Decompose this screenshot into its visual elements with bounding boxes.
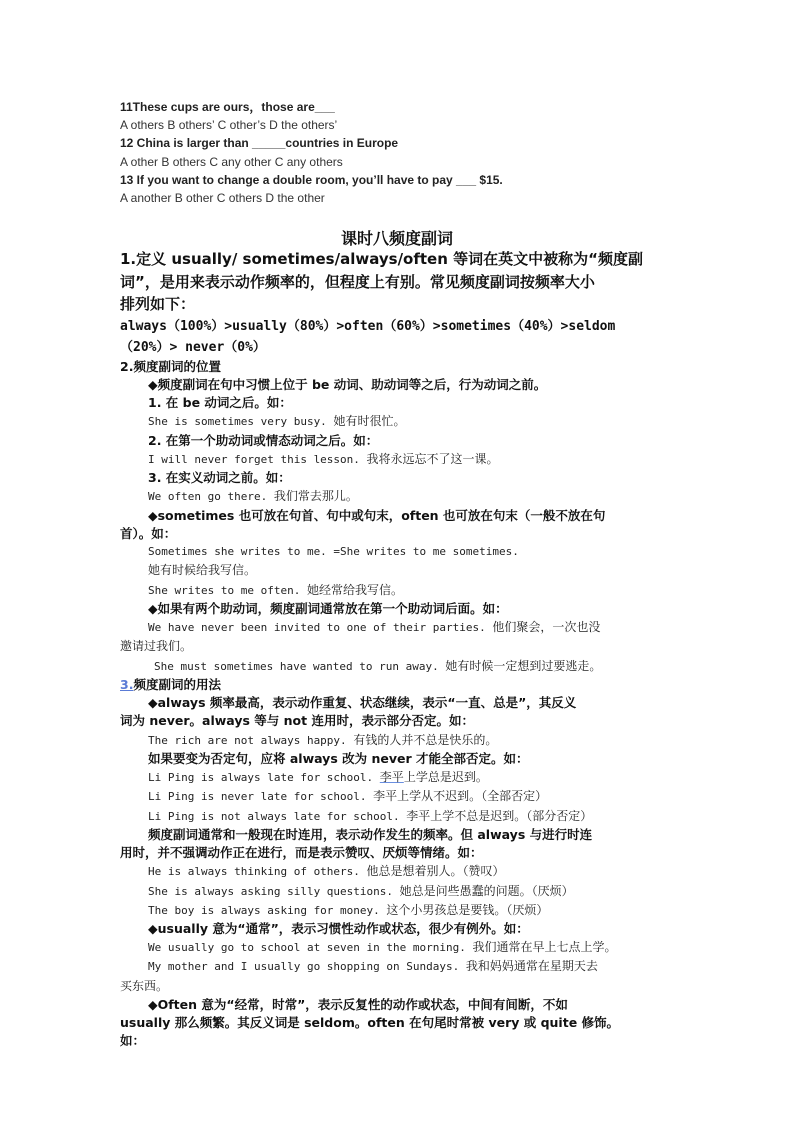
example-en: The boy is always asking for money. <box>148 903 380 917</box>
example-cn: 我将永远忘不了这一课。 <box>366 451 499 466</box>
example-line <box>120 581 680 600</box>
rule-often-line-1: ◆Often 意为“经常，时常”，表示反复性的动作或状态，中间有间断，不如 <box>148 996 568 1012</box>
example-cn: 买东西。 <box>120 978 169 993</box>
example-en: Li Ping is not always late for school. <box>148 809 400 823</box>
example-en: We have never been invited to one of their parties. <box>148 621 486 635</box>
example-cn: 李平上学从不迟到。（全部否定） <box>373 789 548 804</box>
rule-after-auxiliary: 2. 在第一个助动词或情态动词之后。如： <box>148 432 379 448</box>
frequency-scale-line-1: always（100%）>usually（80%）>often（60%）>sometimes（40%）>seldom <box>120 318 616 334</box>
example-line <box>120 657 680 676</box>
question-12: 12 China is larger than _____countries in Europe <box>120 136 399 151</box>
example-cn: 这个小男孩总是要钱。（厌烦） <box>386 902 549 917</box>
options-13: A another B other C others D the other <box>120 191 325 206</box>
example-cn: 她有时候一定想到过要逃走。 <box>445 658 602 673</box>
example-cn: 他总是想着别人。（赞叹） <box>366 864 505 879</box>
example-line <box>120 787 680 806</box>
name-underlined: 李平 <box>379 770 404 785</box>
frequency-scale-line-2: （20%）> never（0%） <box>120 339 266 355</box>
example-cn: 她总是问些愚蠢的问题。（厌烦） <box>399 883 574 898</box>
question-13: 13 If you want to change a double room, you’ll have to pay ___ $15. <box>120 172 503 187</box>
section-2-heading: 2.频度副词的位置 <box>120 358 221 374</box>
example-line <box>120 807 680 826</box>
example-cn: 她有时很忙。 <box>333 414 406 429</box>
definition-line-3: 排列如下： <box>120 295 196 313</box>
lesson-body <box>120 248 680 1051</box>
example-en: I will never forget this lesson. <box>148 452 360 466</box>
example-cn: 李平上学不总是迟到。（部分否定） <box>406 808 593 823</box>
rule-often-line-2: usually 那么频繁。其反义词是 seldom。often 在句尾时常被 very 或 quite 修饰。 <box>120 1015 620 1031</box>
example-en: Li Ping is never late for school. <box>148 790 367 804</box>
example-cn: 她经常给我写信。 <box>306 582 403 597</box>
example-line <box>120 882 680 901</box>
example-cn: 我们常去那儿。 <box>273 489 358 504</box>
example-en: He is always thinking of others. <box>148 865 360 879</box>
example-line <box>120 862 680 881</box>
section-3-heading <box>120 676 680 694</box>
rule-sometimes-often: ◆sometimes 也可放在句首、句中或句末，often 也可放在句末（一般不放在句 <box>148 507 606 523</box>
example-line <box>120 938 680 957</box>
example-line <box>120 450 680 469</box>
question-11: 11These cups are ours，those are___ <box>120 100 335 114</box>
section-3-number-link[interactable]: 3. <box>120 676 134 692</box>
example-en: We usually go to school at seven in the morning. <box>148 941 466 955</box>
quiz-section <box>120 98 680 207</box>
rule-position: ◆频度副词在句中习惯上位于 be 动词、助动词等之后，行为动词之前。 <box>148 376 547 392</box>
rule-present-tense-line-1: 频度副词通常和一般现在时连用，表示动作发生的频率。但 always 与进行时连 <box>148 826 593 842</box>
options-11: A others B others’ C other’s D the others’ <box>120 118 338 133</box>
example-line <box>120 618 680 637</box>
rule-two-auxiliaries: ◆如果有两个助动词，频度副词通常放在第一个助动词后面。如： <box>148 600 508 616</box>
example-cn: 我们通常在早上七点上学。 <box>472 940 617 955</box>
rule-sometimes-often-cont: 首）。如： <box>120 525 177 541</box>
rule-after-be: 1. 在 be 动词之后。如： <box>148 395 292 411</box>
example-cn: 她有时候给我写信。 <box>148 563 257 578</box>
rule-present-tense-line-2: 用时，并不强调动作正在进行，而是表示赞叹、厌烦等情绪。如： <box>120 845 483 860</box>
example-line <box>120 957 680 976</box>
example-en: She must sometimes have wanted to run away. <box>154 659 439 673</box>
rule-negative: 如果要变为否定句，应将 always 改为 never 才能全部否定。如： <box>148 750 529 766</box>
example-en: My mother and I usually go shopping on Sundays. <box>148 960 460 974</box>
example-line <box>120 487 680 506</box>
page-title: 课时八频度副词 <box>340 229 453 248</box>
example-line <box>120 412 680 431</box>
example-cn: 邀请过我们。 <box>120 639 193 654</box>
options-12: A other B others C any other C any others <box>120 154 343 169</box>
rule-always-line-1: ◆always 频率最高，表示动作重复、状态继续，表示“一直、总是”，其反义 <box>148 695 577 710</box>
example-en: Sometimes she writes to me. =She writes to me sometimes. <box>148 545 519 559</box>
rule-often-line-3: 如： <box>120 1033 146 1049</box>
section-3-title: 频度副词的用法 <box>133 676 221 692</box>
example-en: Li Ping is always late for school. <box>148 771 374 785</box>
rule-usually: ◆usually 意为“通常”，表示习惯性动作或状态，很少有例外。如： <box>148 920 529 936</box>
definition-line-1: 1.定义 usually/ sometimes/always/often 等词在英文中被称为“频度副 <box>120 250 643 268</box>
definition-line-2: 词”，是用来表示动作频率的，但程度上有别。常见频度副词按频率大小 <box>120 272 595 291</box>
example-en: She is sometimes very busy. <box>148 415 327 429</box>
example-en: The rich are not always happy. <box>148 733 347 747</box>
example-line <box>120 731 680 750</box>
example-cn: 有钱的人并不总是快乐的。 <box>353 732 498 747</box>
example-line <box>120 901 680 920</box>
example-cn: 上学总是迟到。 <box>403 770 488 785</box>
example-cn: 他们聚会，一次也没 <box>492 620 601 635</box>
example-en: She is always asking silly questions. <box>148 884 394 898</box>
example-line <box>120 768 680 787</box>
rule-always-line-2: 词为 never。always 等与 not 连用时，表示部分否定。如： <box>120 713 474 729</box>
example-cn: 我和妈妈通常在星期天去 <box>465 959 598 974</box>
example-en: She writes to me often. <box>148 583 301 597</box>
example-en: We often go there. <box>148 490 268 504</box>
rule-before-verb: 3. 在实义动词之前。如： <box>148 470 291 486</box>
